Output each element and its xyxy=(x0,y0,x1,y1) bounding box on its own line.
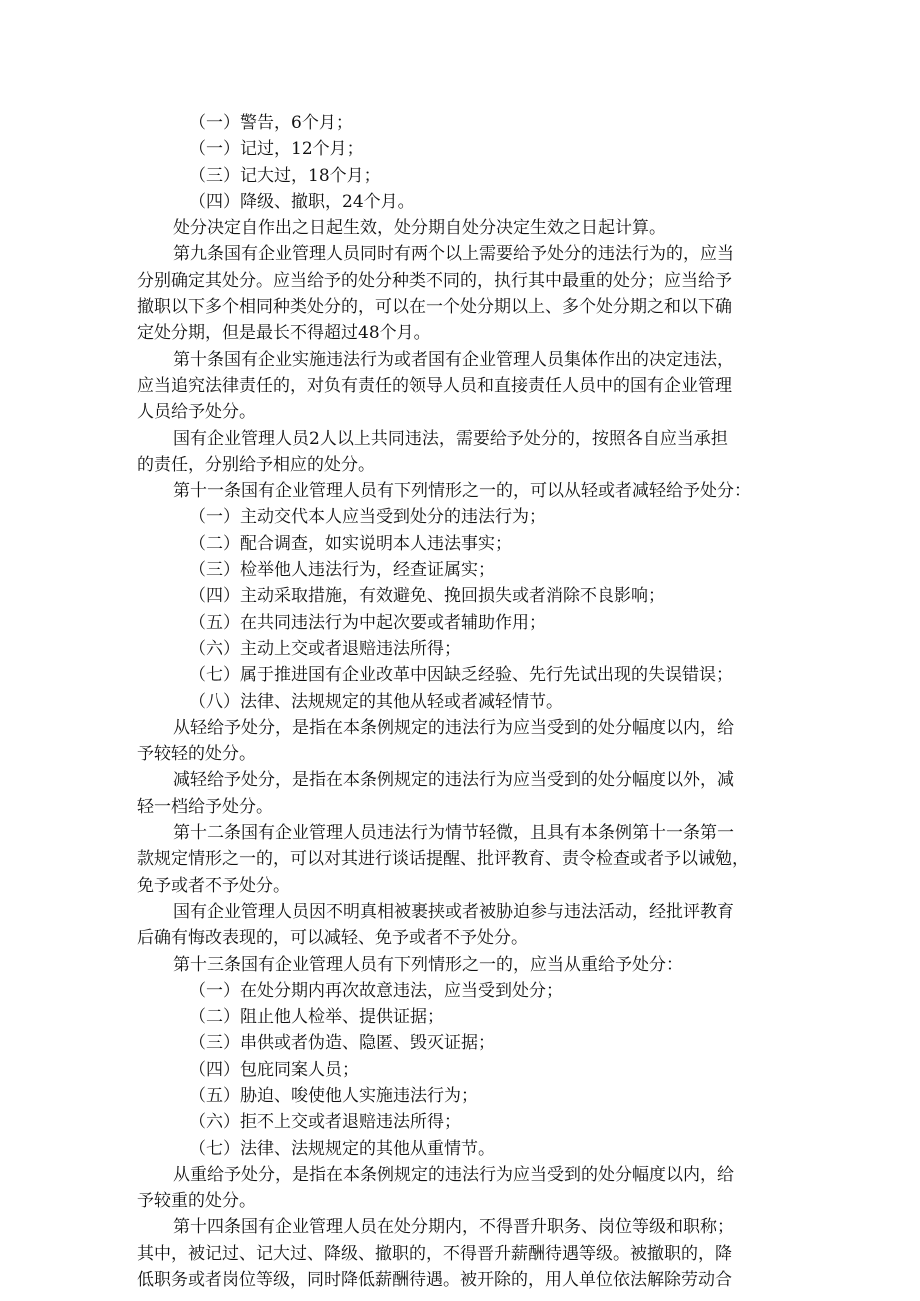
text-line: 国有企业管理人员因不明真相被裹挟或者被胁迫参与违法活动，经批评教育 xyxy=(173,901,734,922)
text-line: （五）胁迫、唆使他人实施违法行为； xyxy=(189,1085,478,1106)
text-line: （四）主动采取措施，有效避免、挽回损失或者消除不良影响； xyxy=(189,586,665,607)
text-line: 人员给予处分。 xyxy=(137,402,256,423)
text-line: （一）在处分期内再次故意违法，应当受到处分； xyxy=(189,980,563,1001)
text-line: 国有企业管理人员2人以上共同违法，需要给予处分的，按照各自应当承担 xyxy=(173,428,728,449)
text-line: 其中，被记过、记大过、降级、撤职的，不得晋升薪酬待遇等级。被撤职的，降 xyxy=(137,1243,732,1264)
text-line: 撤职以下多个相同种类处分的，可以在一个处分期以上、多个处分期之和以下确 xyxy=(137,297,732,318)
text-line: （六）主动上交或者退赔违法所得； xyxy=(189,638,461,659)
text-line: （三）记大过，18个月； xyxy=(189,165,381,186)
text-line: （五）在共同违法行为中起次要或者辅助作用； xyxy=(189,612,546,633)
text-line: （六）拒不上交或者退赔违法所得； xyxy=(189,1112,461,1133)
text-line: （三）串供或者伪造、隐匿、毁灭证据； xyxy=(189,1033,495,1054)
text-line: （一）主动交代本人应当受到处分的违法行为； xyxy=(189,507,546,528)
text-line: （七）属于推进国有企业改革中因缺乏经验、先行先试出现的失误错误； xyxy=(189,665,733,686)
text-line: （一）警告，6个月； xyxy=(189,113,353,133)
text-line: 处分决定自作出之日起生效，处分期自处分决定生效之日起计算。 xyxy=(173,218,666,239)
text-line: （一）记过，12个月； xyxy=(189,139,364,160)
text-line: （八）法律、法规规定的其他从轻或者减轻情节。 xyxy=(189,691,563,712)
text-line: 第十二条国有企业管理人员违法行为情节轻微，且具有本条例第十一条第一 xyxy=(173,823,734,844)
text-line: 免予或者不予处分。 xyxy=(137,875,290,896)
text-line: 应当追究法律责任的，对负有责任的领导人员和直接责任人员中的国有企业管理 xyxy=(137,375,732,396)
text-line: 轻一档给予处分。 xyxy=(137,796,273,817)
text-line: 从重给予处分，是指在本条例规定的违法行为应当受到的处分幅度以内，给 xyxy=(173,1164,734,1185)
document-body xyxy=(137,110,779,1293)
text-line: 款规定情形之一的，可以对其进行谈话提醒、批评教育、责令检查或者予以诫勉， xyxy=(137,849,749,870)
text-line: （七）法律、法规规定的其他从重情节。 xyxy=(189,1138,495,1159)
text-line: 第十一条国有企业管理人员有下列情形之一的，可以从轻或者减轻给予处分： xyxy=(173,481,751,502)
text-line: （二）配合调查，如实说明本人违法事实； xyxy=(189,533,512,554)
text-line: （三）检举他人违法行为，经查证属实； xyxy=(189,560,495,581)
text-line: 减轻给予处分，是指在本条例规定的违法行为应当受到的处分幅度以外，减 xyxy=(173,770,734,791)
text-line: （四）降级、撤职，24个月。 xyxy=(189,191,415,212)
text-line: 第十条国有企业实施违法行为或者国有企业管理人员集体作出的决定违法， xyxy=(173,349,734,370)
text-line: 予较重的处分。 xyxy=(137,1191,256,1212)
text-line: 第十三条国有企业管理人员有下列情形之一的，应当从重给予处分： xyxy=(173,954,683,975)
text-line: 后确有悔改表现的，可以减轻、免予或者不予处分。 xyxy=(137,928,528,949)
text-line: 第九条国有企业管理人员同时有两个以上需要给予处分的违法行为的，应当 xyxy=(173,244,734,265)
text-line: 低职务或者岗位等级，同时降低薪酬待遇。被开除的，用人单位依法解除劳动合 xyxy=(137,1270,732,1291)
text-line: 分别确定其处分。应当给予的处分种类不同的，执行其中最重的处分；应当给予 xyxy=(137,270,732,291)
text-line: 从轻给予处分，是指在本条例规定的违法行为应当受到的处分幅度以内，给 xyxy=(173,717,734,738)
text-line: （二）阻止他人检举、提供证据； xyxy=(189,1007,444,1028)
text-line: 第十四条国有企业管理人员在处分期内，不得晋升职务、岗位等级和职称； xyxy=(173,1217,734,1238)
text-line: （四）包庇同案人员； xyxy=(189,1059,359,1080)
text-line: 定处分期，但是最长不得超过48个月。 xyxy=(137,323,431,344)
text-line: 的责任，分别给予相应的处分。 xyxy=(137,454,375,475)
text-line: 予较轻的处分。 xyxy=(137,744,256,765)
